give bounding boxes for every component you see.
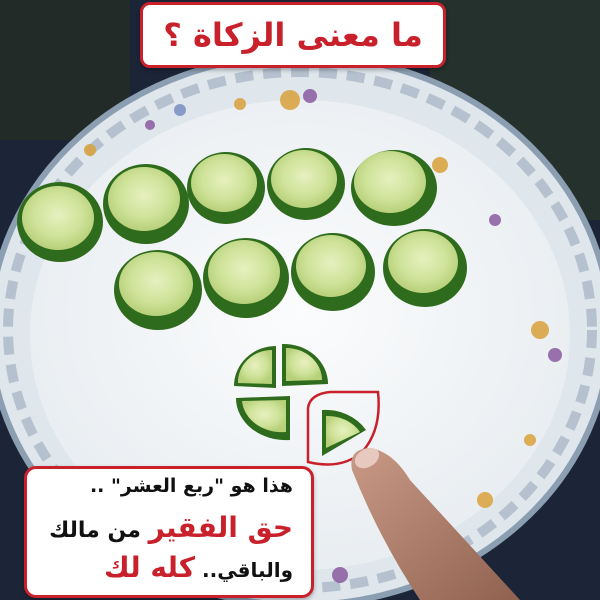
- cucumber-slice: [114, 250, 202, 330]
- caption-poor-right: حق الفقير: [148, 511, 293, 544]
- cucumber-slice: [383, 229, 467, 307]
- caption-from-your-money: من مالك: [49, 518, 141, 543]
- caption-line-1: هذا هو "ربع العشر" ..: [89, 475, 293, 497]
- title-banner: [140, 2, 446, 68]
- cucumber-slice: [351, 150, 437, 226]
- caption-box: [24, 466, 314, 598]
- cucumber-slice: [267, 148, 345, 220]
- caption-line-3: [104, 551, 293, 584]
- title-text: ما معنى الزكاة ؟: [163, 16, 423, 54]
- caption-all-yours: كله لك: [104, 551, 196, 584]
- cucumber-slice: [187, 152, 265, 224]
- caption-line-2: [49, 511, 293, 544]
- cucumber-slice: [203, 238, 289, 318]
- cucumber-slice: [17, 182, 103, 262]
- cucumber-slice: [103, 164, 189, 244]
- cucumber-slice: [291, 233, 375, 311]
- caption-the-rest: والباقي..: [202, 558, 293, 582]
